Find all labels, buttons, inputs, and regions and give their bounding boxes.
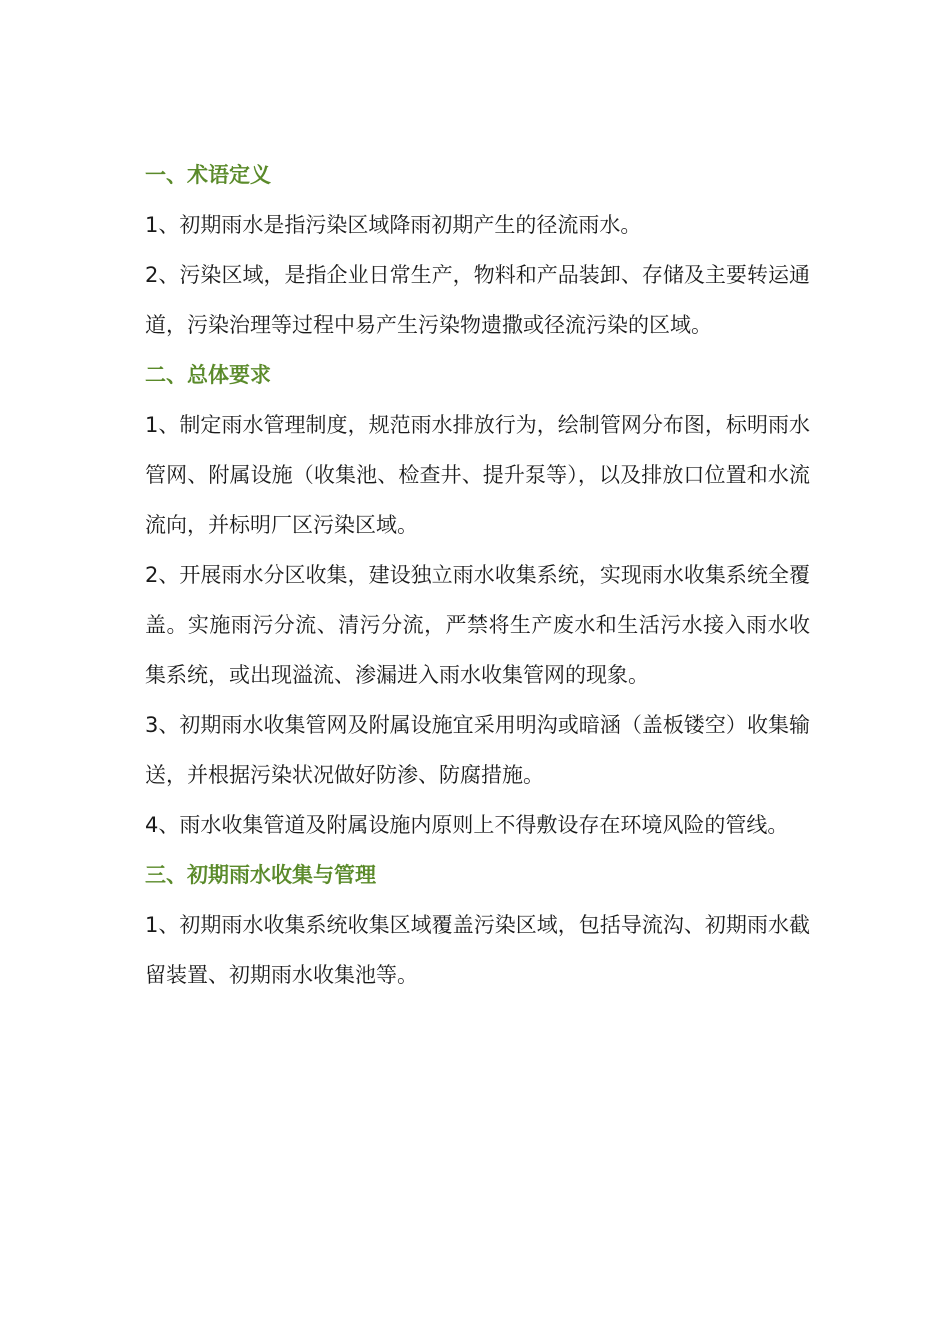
section-initial-rainwater-management: [145, 850, 810, 1000]
paragraph: 3、初期雨水收集管网及附属设施宜采用明沟或暗涵（盖板镂空）收集输送，并根据污染状况做好防渗、防腐措施。: [145, 713, 810, 787]
section-terminology: [145, 150, 810, 350]
paragraph: 4、雨水收集管道及附属设施内原则上不得敷设存在环境风险的管线。: [145, 813, 789, 837]
section-general-requirements: [145, 350, 810, 850]
document-body: [145, 150, 810, 1000]
paragraph: 1、初期雨水是指污染区域降雨初期产生的径流雨水。: [145, 213, 642, 237]
paragraph: 2、开展雨水分区收集，建设独立雨水收集系统，实现雨水收集系统全覆盖。实施雨污分流、清污分流，严禁将生产废水和生活污水接入雨水收集系统，或出现溢流、渗漏进入雨水收集管网的现象。: [145, 563, 810, 687]
section-heading: 一、术语定义: [145, 163, 271, 187]
paragraph: 2、污染区域，是指企业日常生产，物料和产品装卸、存储及主要转运通道，污染治理等过程中易产生污染物遗撒或径流污染的区域。: [145, 263, 810, 337]
paragraph: 1、初期雨水收集系统收集区域覆盖污染区域，包括导流沟、初期雨水截留装置、初期雨水收集池等。: [145, 913, 810, 987]
section-heading: 二、总体要求: [145, 363, 271, 387]
section-heading: 三、初期雨水收集与管理: [145, 863, 376, 887]
paragraph: 1、制定雨水管理制度，规范雨水排放行为，绘制管网分布图，标明雨水管网、附属设施（收集池、检查井、提升泵等），以及排放口位置和水流流向，并标明厂区污染区域。: [145, 413, 810, 537]
